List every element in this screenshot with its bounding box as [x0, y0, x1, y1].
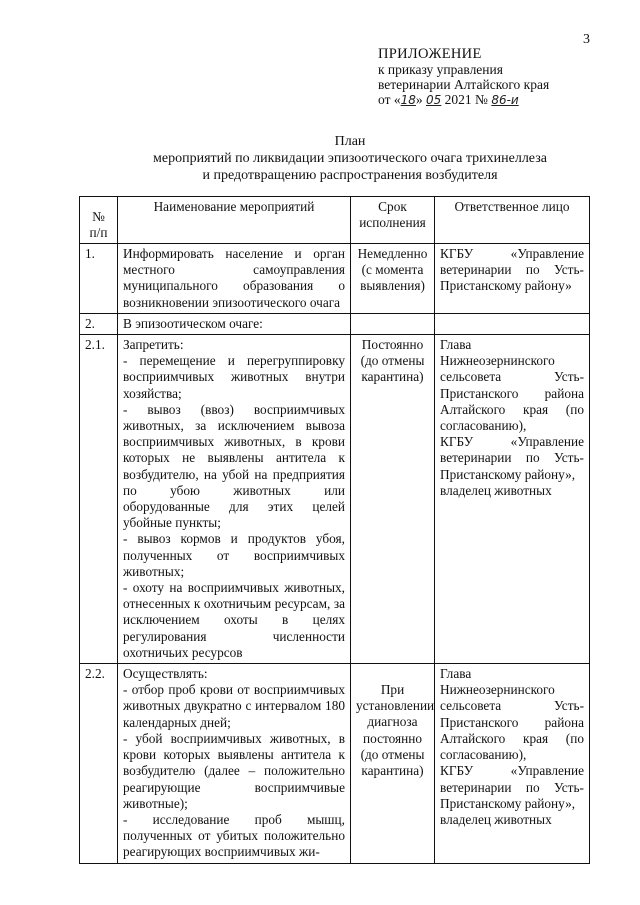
appendix-line1: к приказу управления	[378, 62, 503, 77]
plan-title-block	[100, 133, 600, 184]
table-row	[80, 313, 590, 334]
header-responsible: Ответственное лицо	[435, 197, 590, 244]
row-num: 2.	[80, 313, 118, 334]
appendix-line2: ветеринарии Алтайского края	[378, 77, 550, 92]
date-mid: »	[415, 92, 427, 107]
table-row	[80, 244, 590, 314]
table-header-row	[80, 197, 590, 244]
table-row	[80, 335, 590, 664]
header-name: Наименование мероприятий	[118, 197, 351, 244]
row-responsible: Глава Нижнеозернинского сельсовета Усть-Пристанского района Алтайского края (по согласованию), КГБУ «Управление ветеринарии по Усть-Пристанскому району», владелец животных	[435, 664, 590, 863]
row-responsible: Глава Нижнеозернинского сельсовета Усть-Пристанского района Алтайского края (по согласованию), КГБУ «Управление ветеринарии по Усть-Пристанскому району», владелец животных	[435, 335, 590, 664]
row-term: Немедленно (с момента выявления)	[351, 244, 435, 314]
date-prefix: от «	[378, 92, 401, 107]
appendix-title: ПРИЛОЖЕНИЕ	[378, 46, 482, 62]
row-term	[351, 313, 435, 334]
row-name: Осуществлять: - отбор проб крови от восприимчивых животных двукратно с интервалом 180 календарных дней; - убой восприимчивых животных, в крови которых выявлены антитела к возбудителю (далее – положительно реагирующие восприимчивые животные); - исследование проб мышц, полученных от убитых положительно реагирующих восприимчивых жи-	[118, 664, 351, 863]
appendix-header	[378, 47, 549, 108]
row-responsible: КГБУ «Управление ветеринарии по Усть-Пристанскому району»	[435, 244, 590, 314]
row-name: В эпизоотическом очаге:	[118, 313, 351, 334]
row-responsible	[435, 313, 590, 334]
row-num: 2.1.	[80, 335, 118, 664]
table-row	[80, 664, 590, 863]
measures-table	[79, 196, 590, 864]
row-num: 1.	[80, 244, 118, 314]
order-number: 86-и	[491, 93, 519, 107]
date-month: 05	[426, 93, 442, 107]
row-term: Постоянно (до отмены карантина)	[351, 335, 435, 664]
row-term: При установлении диагноза постоянно (до отмены карантина)	[351, 664, 435, 863]
header-num: № п/п	[80, 197, 118, 244]
row-name: Запретить: - перемещение и перегруппировку восприимчивых животных внутри хозяйства; - вывоз (ввоз) восприимчивых животных, за исключением вывоза восприимчивых животных, в крови которых не выявлены антитела к возбудителю, на убой на предприятия по убою животных или оборудованные для этих целей убойные пункты; - вывоз кормов и продуктов убоя, полученных от восприимчивых животных; - охоту на восприимчивых животных, отнесенных к охотничьим ресурсам, за исключением охоты в целях регулирования численности охотничьих ресурсов	[118, 335, 351, 664]
plan-subtitle-line1: мероприятий по ликвидации эпизоотического очага трихинеллеза	[153, 151, 547, 166]
row-name: Информировать население и орган местного самоуправления муниципального образования о возникновении эпизоотического очага	[118, 244, 351, 314]
row-num: 2.2.	[80, 664, 118, 863]
plan-title: План	[334, 134, 366, 149]
date-year: 2021 №	[441, 92, 488, 107]
header-term: Срок исполнения	[351, 197, 435, 244]
page-number: 3	[583, 32, 590, 47]
date-day: 18	[400, 93, 416, 107]
plan-subtitle-line2: и предотвращению распространения возбудителя	[202, 168, 498, 183]
appendix-date-line	[378, 92, 549, 108]
